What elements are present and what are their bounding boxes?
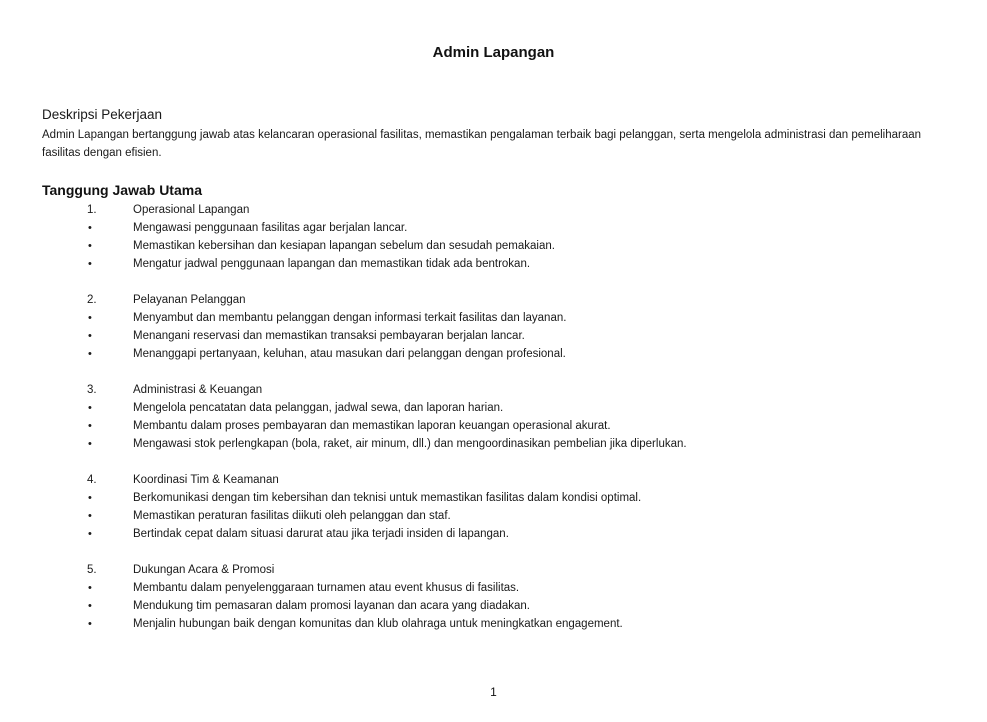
list-item-text: Bertindak cepat dalam situasi darurat atau jika terjadi insiden di lapangan. (133, 528, 509, 540)
section-title: Dukungan Acara & Promosi (133, 564, 275, 576)
section-number: 3. (87, 384, 97, 396)
section-koordinasi-tim-keamanan (0, 471, 987, 543)
section-dukungan-acara-promosi (0, 561, 987, 633)
list-item (0, 219, 987, 237)
section-title: Administrasi & Keuangan (133, 384, 263, 396)
list-item (0, 489, 987, 507)
section-operasional-lapangan (0, 201, 987, 273)
section-number: 2. (87, 294, 97, 306)
bullet-icon: • (88, 492, 92, 504)
list-item (0, 237, 987, 255)
section-title: Koordinasi Tim & Keamanan (133, 474, 279, 486)
bullet-icon: • (88, 600, 92, 612)
section-number: 1. (87, 204, 97, 216)
list-item (0, 435, 987, 453)
bullet-icon: • (88, 438, 92, 450)
list-item (0, 597, 987, 615)
list-item-text: Mendukung tim pemasaran dalam promosi layanan dan acara yang diadakan. (133, 600, 530, 612)
bullet-icon: • (88, 582, 92, 594)
list-item-text: Mengawasi stok perlengkapan (bola, raket, air minum, dll.) dan mengoordinasikan pembelian jika diperlukan. (133, 438, 687, 450)
list-item (0, 615, 987, 633)
section-number: 5. (87, 564, 97, 576)
list-item-text: Menjalin hubungan baik dengan komunitas dan klub olahraga untuk meningkatkan engagement. (133, 618, 623, 630)
section-administrasi-keuangan (0, 381, 987, 453)
section-header (0, 291, 987, 309)
list-item (0, 345, 987, 363)
list-item-text: Menanggapi pertanyaan, keluhan, atau masukan dari pelanggan dengan profesional. (133, 348, 566, 360)
section-title: Operasional Lapangan (133, 204, 250, 216)
list-item-text: Mengatur jadwal penggunaan lapangan dan memastikan tidak ada bentrokan. (133, 258, 531, 270)
list-item (0, 579, 987, 597)
list-item (0, 507, 987, 525)
list-item (0, 399, 987, 417)
list-item-text: Membantu dalam proses pembayaran dan memastikan laporan keuangan operasional akurat. (133, 420, 611, 432)
list-item-text: Membantu dalam penyelenggaraan turnamen atau event khusus di fasilitas. (133, 582, 520, 594)
bullet-icon: • (88, 402, 92, 414)
list-item-text: Memastikan kebersihan dan kesiapan lapangan sebelum dan sesudah pemakaian. (133, 240, 555, 252)
section-header (0, 471, 987, 489)
list-item (0, 255, 987, 273)
description-heading: Deskripsi Pekerjaan (42, 107, 163, 122)
list-item-text: Menangani reservasi dan memastikan transaksi pembayaran berjalan lancar. (133, 330, 525, 342)
bullet-icon: • (88, 240, 92, 252)
description-body: Admin Lapangan bertanggung jawab atas kelancaran operasional fasilitas, memastikan pengalaman terbaik bagi pelanggan, serta mengelola administrasi dan pemeliharaan fasilitas dengan efisien. (42, 129, 922, 159)
document-title: Admin Lapangan (432, 44, 555, 61)
list-item-text: Berkomunikasi dengan tim kebersihan dan teknisi untuk memastikan fasilitas dalam kondisi optimal. (133, 492, 642, 504)
bullet-icon: • (88, 528, 92, 540)
responsibilities-heading: Tanggung Jawab Utama (42, 182, 202, 198)
bullet-icon: • (88, 258, 92, 270)
list-item (0, 327, 987, 345)
section-pelayanan-pelanggan (0, 291, 987, 363)
responsibilities-list (0, 201, 987, 651)
bullet-icon: • (88, 420, 92, 432)
list-item (0, 525, 987, 543)
section-title: Pelayanan Pelanggan (133, 294, 246, 306)
list-item (0, 417, 987, 435)
bullet-icon: • (88, 618, 92, 630)
list-item-text: Mengelola pencatatan data pelanggan, jadwal sewa, dan laporan harian. (133, 402, 504, 414)
section-header (0, 561, 987, 579)
section-number: 4. (87, 474, 97, 486)
list-item-text: Mengawasi penggunaan fasilitas agar berjalan lancar. (133, 222, 408, 234)
section-header (0, 201, 987, 219)
bullet-icon: • (88, 510, 92, 522)
list-item-text: Menyambut dan membantu pelanggan dengan informasi terkait fasilitas dan layanan. (133, 312, 567, 324)
list-item-text: Memastikan peraturan fasilitas diikuti oleh pelanggan dan staf. (133, 510, 451, 522)
bullet-icon: • (88, 348, 92, 360)
bullet-icon: • (88, 222, 92, 234)
bullet-icon: • (88, 312, 92, 324)
page-number: 1 (490, 685, 497, 699)
list-item (0, 309, 987, 327)
bullet-icon: • (88, 330, 92, 342)
section-header (0, 381, 987, 399)
